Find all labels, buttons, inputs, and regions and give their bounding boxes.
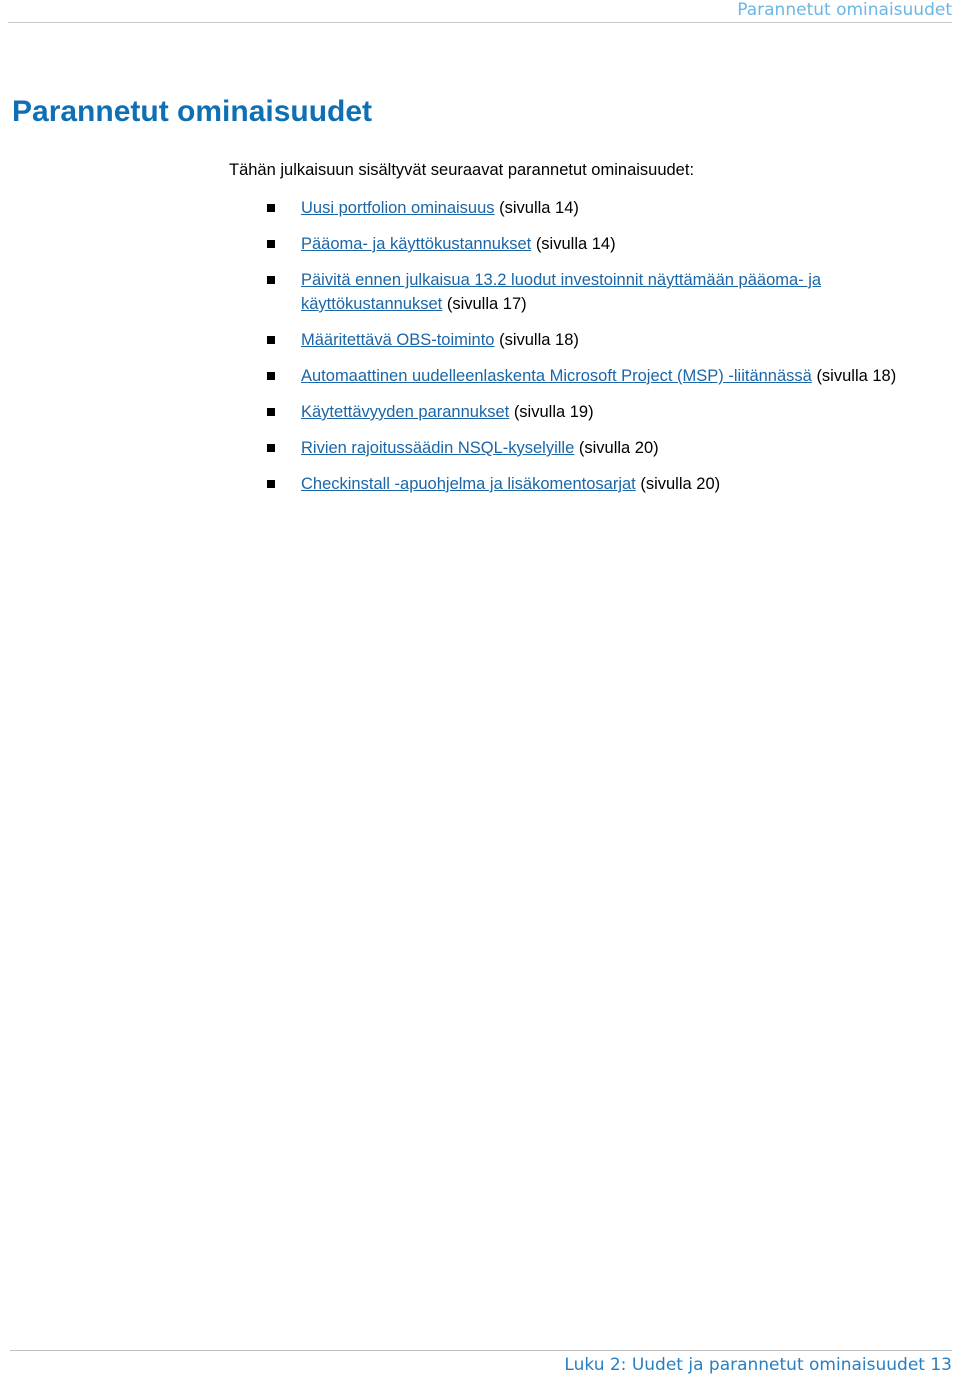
page-footer <box>564 1354 952 1376</box>
square-bullet-icon <box>267 372 275 380</box>
list-item <box>301 196 901 220</box>
feature-link-checkinstall[interactable]: Checkinstall -apuohjelma ja lisäkomentosarjat <box>301 475 636 493</box>
square-bullet-icon <box>267 240 275 248</box>
page-reference: (sivulla 14) <box>499 199 579 217</box>
list-item <box>301 472 901 496</box>
feature-link-update-investments[interactable]: Päivitä ennen julkaisua 13.2 luodut investoinnit näyttämään pääoma- ja käyttökustannukset <box>301 271 822 313</box>
list-item <box>301 364 901 388</box>
footer-chapter: Luku 2: Uudet ja parannetut ominaisuudet <box>564 1355 925 1375</box>
feature-link-msp-recalculation[interactable]: Automaattinen uudelleenlaskenta Microsoft Project (MSP) -liitännässä <box>301 367 812 385</box>
page-reference: (sivulla 20) <box>578 439 659 457</box>
list-item <box>301 328 901 352</box>
feature-list <box>301 196 901 508</box>
square-bullet-icon <box>267 444 275 452</box>
square-bullet-icon <box>267 336 275 344</box>
feature-link-nsql-row-limit[interactable]: Rivien rajoitussäädin NSQL-kyselyille <box>301 439 575 457</box>
list-item <box>301 232 901 256</box>
list-item <box>301 436 901 460</box>
list-item <box>301 400 901 424</box>
feature-link-obs[interactable]: Määritettävä OBS-toiminto <box>301 331 495 349</box>
page-reference: (sivulla 20) <box>640 475 721 493</box>
page-reference: (sivulla 19) <box>513 403 594 421</box>
page-reference: (sivulla 18) <box>816 367 897 385</box>
intro-text: Tähän julkaisuun sisältyvät seuraavat parannetut ominaisuudet: <box>229 161 695 179</box>
header-rule <box>8 22 952 23</box>
page-number: 13 <box>930 1355 952 1375</box>
square-bullet-icon <box>267 204 275 212</box>
page-reference: (sivulla 17) <box>446 295 527 313</box>
page-reference: (sivulla 18) <box>499 331 579 349</box>
footer-rule <box>10 1350 952 1351</box>
page-title: Parannetut ominaisuudet <box>12 95 373 128</box>
feature-link-portfolio[interactable]: Uusi portfolion ominaisuus <box>301 199 495 217</box>
square-bullet-icon <box>267 408 275 416</box>
list-item <box>301 268 901 316</box>
square-bullet-icon <box>267 276 275 284</box>
page-reference: (sivulla 14) <box>535 235 616 253</box>
feature-link-costs[interactable]: Pääoma- ja käyttökustannukset <box>301 235 532 253</box>
square-bullet-icon <box>267 480 275 488</box>
feature-link-usability[interactable]: Käytettävyyden parannukset <box>301 403 510 421</box>
running-header: Parannetut ominaisuudet <box>737 0 952 20</box>
